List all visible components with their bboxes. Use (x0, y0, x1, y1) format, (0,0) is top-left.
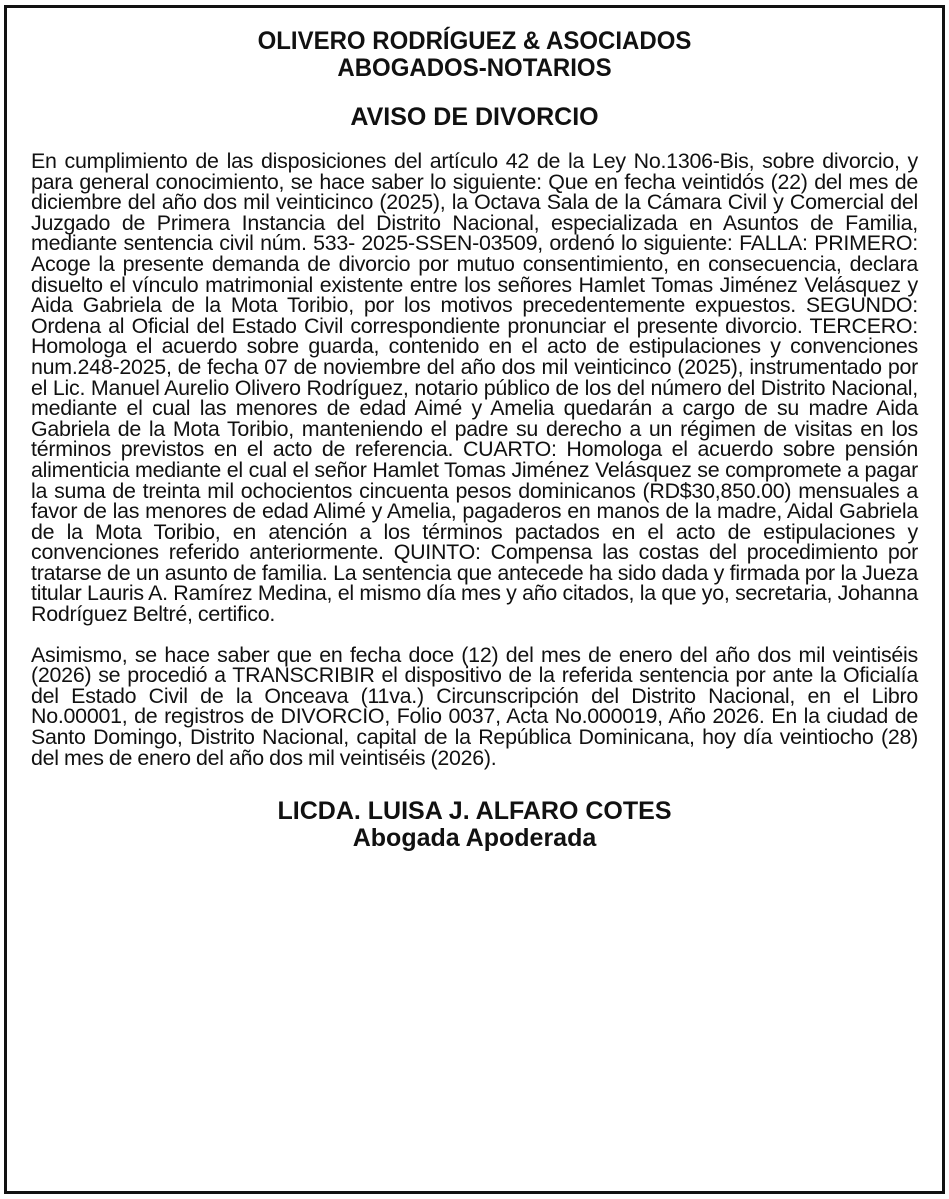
signatory-name: LICDA. LUISA J. ALFARO COTES (277, 797, 672, 826)
body-paragraph-2: Asimismo, se hace saber que en fecha doce (12) del mes de enero del año dos mil veintiséis (2026) se procedió a TRANSCRIBIR el dispositivo de la referida sentencia por ante la Oficialía del Estado Civil de la Onceava (11va.) Circunscripción del Distrito Nacional, en el Libro No.00001, de registros de DIVORCIO, Folio 0037, Acta No.000019, Año 2026. En la ciudad de Santo Domingo, Distrito Nacional, capital de la República Dominicana, hoy día veintiocho (28) del mes de enero del año dos mil veintiséis (2026). (31, 642, 918, 770)
signature-block (31, 798, 918, 852)
firm-subtitle: ABOGADOS-NOTARIOS (337, 54, 612, 82)
notice-title: AVISO DE DIVORCIO (350, 103, 599, 131)
firm-name: OLIVERO RODRÍGUEZ & ASOCIADOS (257, 27, 692, 55)
body-paragraph-1: En cumplimiento de las disposiciones del artículo 42 de la Ley No.1306-Bis, sobre divorcio, y para general conocimiento, se hace saber lo siguiente: Que en fecha veintidós (22) del mes de diciembre del año dos mil veinticinco (2025), la Octava Sala de la Cámara Civil y Comercial del Juzgado de Primera Instancia del Distrito Nacional, especializada en Asuntos de Familia, mediante sentencia civil núm. 533- 2025-SSEN-03509, ordenó lo siguiente: FALLA: PRIMERO: Acoge la presente demanda de divorcio por mutuo consentimiento, en consecuencia, declara disuelto el vínculo matrimonial existente entre los señores Hamlet Tomas Jiménez Velásquez y Aida Gabriela de la Mota Toribio, por los motivos precedentemente expuestos. SEGUNDO: Ordena al Oficial del Estado Civil correspondiente pronunciar el presente divorcio. TERCERO: Homologa el acuerdo sobre guarda, contenido en el acto de estipulaciones y convenciones num.248-2025, de fecha 07 de noviembre del año dos mil veinticinco (2025), instrumentado por el Lic. Manuel Aurelio Olivero Rodríguez, notario público de los del número del Distrito Nacional, mediante el cual las menores de edad Aimé y Amelia quedarán a cargo de su madre Aida Gabriela de la Mota Toribio, manteniendo el padre su derecho a un régimen de visitas en los términos previstos en el acto de referencia. CUARTO: Homologa el acuerdo sobre pensión alimenticia mediante el cual el señor Hamlet Tomas Jiménez Velásquez se compromete a pagar la suma de treinta mil ochocientos cincuenta pesos dominicanos (RD$30,850.00) mensuales a favor de las menores de edad Alimé y Amelia, pagaderos en manos de la madre, Aidal Gabriela de la Mota Toribio, en atención a los términos pactados en el acto de estipulaciones y convenciones referido anteriormente. QUINTO: Compensa las costas del procedimiento por tratarse de un asunto de familia. La sentencia que antecede ha sido dada y firmada por la Jueza titular Lauris A. Ramírez Medina, el mismo día mes y año citados, la que yo, secretaria, Johanna Rodríguez Beltré, certifico. (31, 149, 918, 627)
notice-content (31, 28, 918, 852)
notice-border (4, 5, 945, 1194)
signatory-role: Abogada Apoderada (352, 824, 597, 853)
